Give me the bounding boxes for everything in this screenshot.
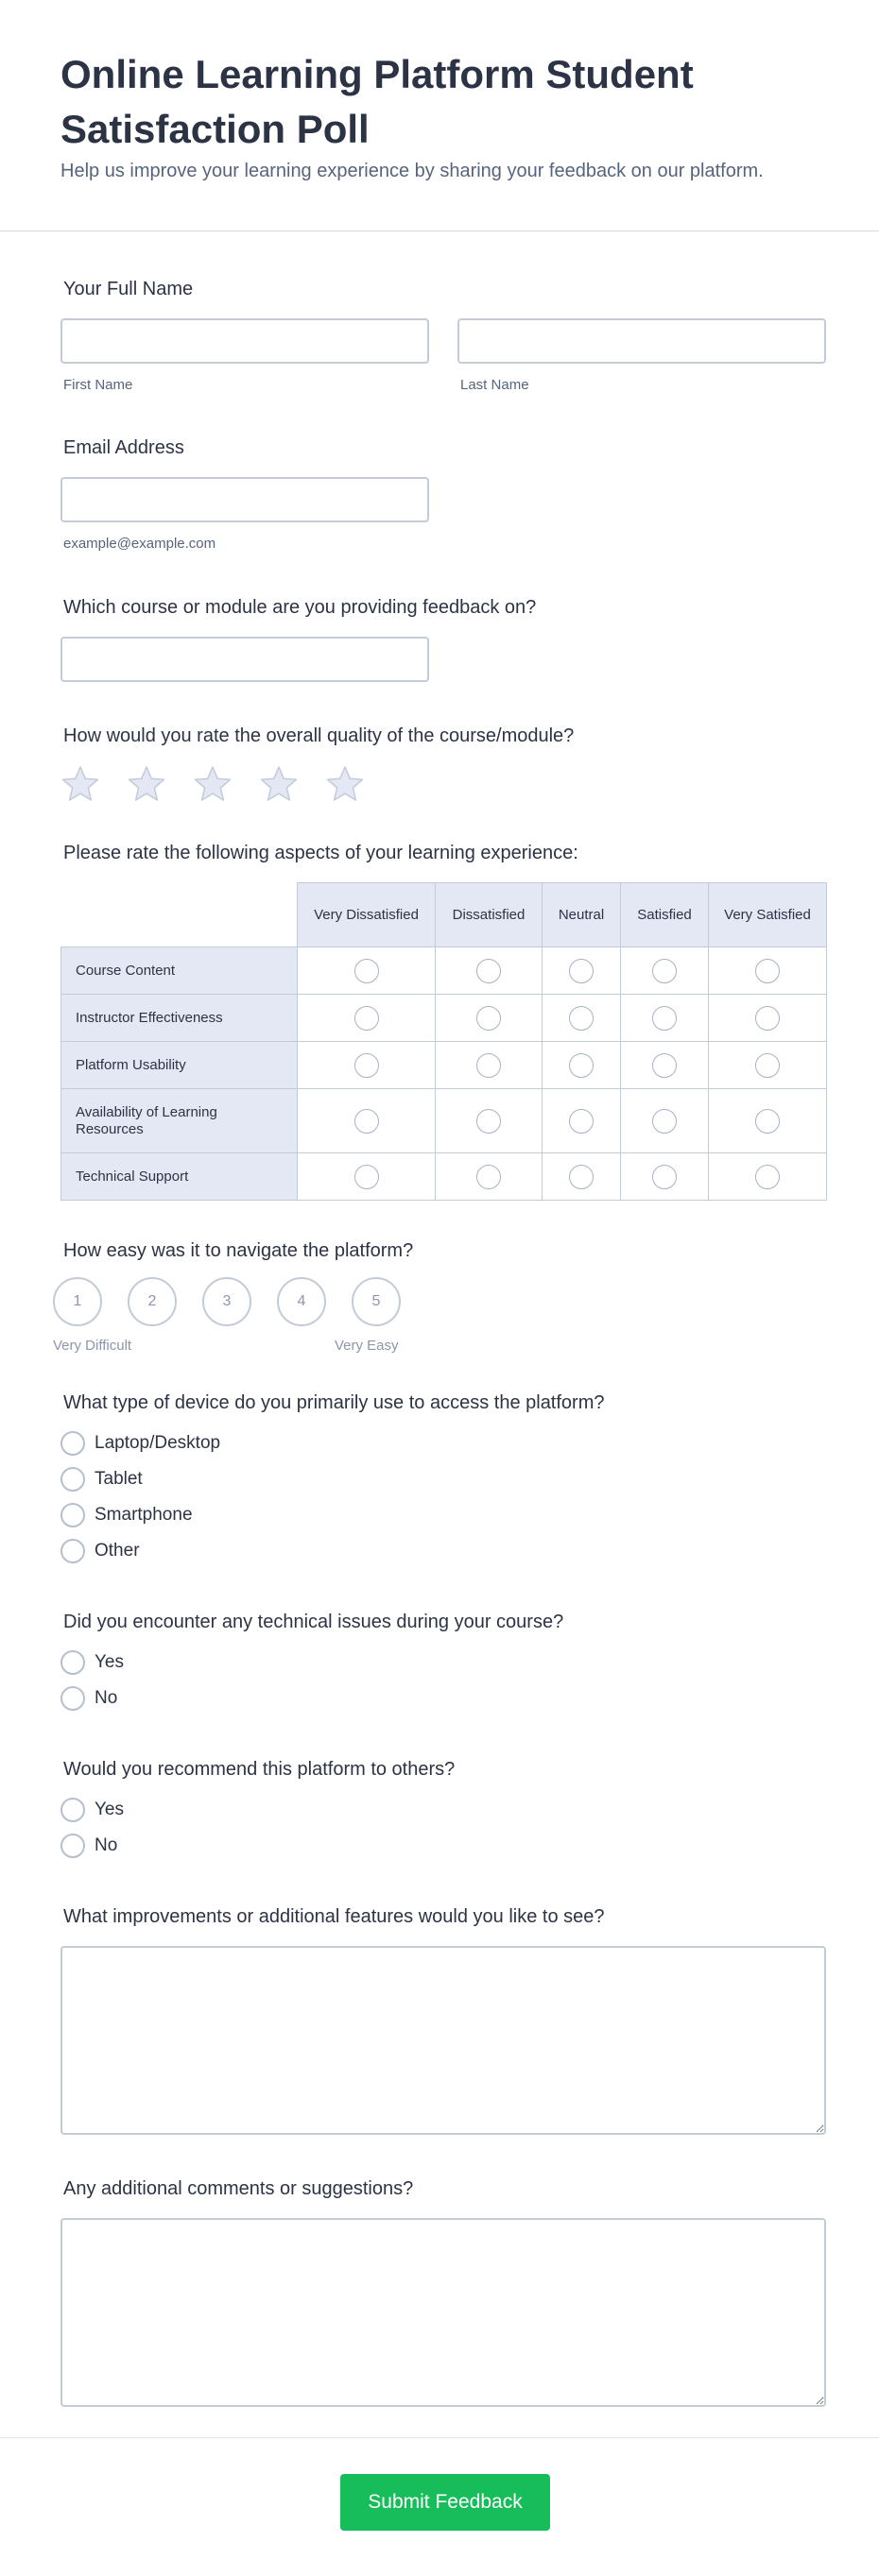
comments-textarea[interactable] [60,2218,826,2407]
first-name-input[interactable] [60,318,429,364]
matrix-cell [709,1042,827,1089]
scale-min-label: Very Difficult [53,1338,132,1354]
device-option[interactable] [60,1425,605,1461]
matrix-radio[interactable] [476,1006,501,1031]
page-subtitle: Help us improve your learning experience by sharing your feedback on our platform. [60,161,764,181]
matrix-cell [709,995,827,1042]
matrix-radio[interactable] [569,1109,594,1134]
matrix-cell [621,1089,709,1153]
matrix-radio[interactable] [354,1006,379,1031]
full-name-question [60,279,826,393]
matrix-cell [543,1153,621,1201]
matrix-cell [298,1042,436,1089]
matrix-column-header: Neutral [543,883,621,947]
star-icon[interactable] [60,764,100,804]
matrix-cell [543,1089,621,1153]
scale-option-4[interactable]: 4 [277,1277,326,1326]
radio-button[interactable] [60,1798,85,1822]
matrix-radio[interactable] [569,1165,594,1189]
matrix-row-label: Platform Usability [61,1042,298,1089]
recommend-option-label: No [95,1835,118,1855]
rating-label: How would you rate the overall quality of the course/module? [63,725,575,746]
radio-button[interactable] [60,1686,85,1711]
matrix-radio[interactable] [476,1109,501,1134]
matrix-radio[interactable] [569,1006,594,1031]
matrix-row-label: Technical Support [61,1153,298,1201]
course-label: Which course or module are you providing feedback on? [63,597,537,618]
device-options [60,1425,605,1569]
matrix-row-label: Availability of Learning Resources [61,1089,298,1153]
scale-max-label: Very Easy [335,1338,399,1354]
matrix-corner [61,883,298,947]
device-option-label: Other [95,1541,140,1561]
matrix-radio[interactable] [755,1109,780,1134]
matrix-column-header: Very Dissatisfied [298,883,436,947]
radio-button[interactable] [60,1539,85,1563]
last-name-sublabel: Last Name [460,377,529,393]
recommend-label: Would you recommend this platform to others? [63,1759,456,1780]
matrix-row-label: Course Content [61,947,298,995]
matrix-row [61,1089,827,1153]
star-rating [60,764,574,804]
issues-option-label: Yes [95,1652,124,1672]
ease-scale [53,1277,413,1326]
last-name-input[interactable] [457,318,826,364]
matrix-cell [709,947,827,995]
issues-option-label: No [95,1688,118,1708]
email-input[interactable] [60,477,429,522]
device-option-label: Laptop/Desktop [95,1433,221,1453]
navigation-label: How easy was it to navigate the platform? [63,1240,414,1261]
issues-option[interactable] [60,1680,563,1716]
matrix-cell [436,1042,543,1089]
matrix-column-header: Very Satisfied [709,883,827,947]
improvements-textarea[interactable] [60,1946,826,2135]
submit-button[interactable]: Submit Feedback [340,2474,550,2531]
matrix-cell [709,1089,827,1153]
device-option[interactable] [60,1461,605,1497]
comments-question [60,2178,826,2407]
issues-options [60,1645,563,1716]
issues-option[interactable] [60,1645,563,1680]
matrix-cell [436,995,543,1042]
matrix-label: Please rate the following aspects of your learning experience: [63,843,578,863]
star-icon[interactable] [193,764,233,804]
email-label: Email Address [63,437,184,458]
course-question [60,597,536,682]
matrix-radio[interactable] [476,959,501,983]
rating-matrix [60,882,827,1201]
radio-button[interactable] [60,1834,85,1858]
matrix-radio[interactable] [652,1006,677,1031]
matrix-cell [298,995,436,1042]
matrix-cell [709,1153,827,1201]
matrix-row [61,1153,827,1201]
matrix-radio[interactable] [652,1053,677,1078]
matrix-radio[interactable] [652,959,677,983]
matrix-radio[interactable] [652,1109,677,1134]
matrix-radio[interactable] [476,1053,501,1078]
matrix-cell [436,1153,543,1201]
form-footer [0,2437,879,2576]
matrix-radio[interactable] [569,1053,594,1078]
radio-button[interactable] [60,1467,85,1492]
course-input[interactable] [60,637,429,682]
scale-option-5[interactable]: 5 [352,1277,401,1326]
matrix-row [61,995,827,1042]
matrix-radio[interactable] [354,959,379,983]
device-option-label: Smartphone [95,1505,193,1525]
device-option-label: Tablet [95,1469,143,1489]
matrix-radio[interactable] [354,1109,379,1134]
matrix-cell [621,1042,709,1089]
matrix-radio[interactable] [755,1165,780,1189]
navigation-question [53,1240,414,1356]
radio-button[interactable] [60,1503,85,1527]
star-icon[interactable] [127,764,166,804]
matrix-cell [543,947,621,995]
matrix-cell [543,995,621,1042]
recommend-option-label: Yes [95,1800,124,1819]
matrix-cell [298,1089,436,1153]
matrix-radio[interactable] [652,1165,677,1189]
device-label: What type of device do you primarily use to access the platform? [63,1392,605,1413]
matrix-row [61,947,827,995]
matrix-radio[interactable] [476,1165,501,1189]
matrix-radio[interactable] [755,1006,780,1031]
recommend-option[interactable] [60,1792,455,1828]
form-header [0,0,879,231]
recommend-options [60,1792,455,1864]
matrix-radio[interactable] [354,1165,379,1189]
device-option[interactable] [60,1497,605,1533]
recommend-question [60,1759,455,1864]
device-question [60,1392,605,1569]
matrix-cell [621,1153,709,1201]
matrix-column-header: Satisfied [621,883,709,947]
scale-option-2[interactable]: 2 [128,1277,177,1326]
matrix-question [60,843,827,1201]
page-title: Online Learning Platform Student Satisfaction Poll [60,52,694,151]
matrix-cell [621,995,709,1042]
matrix-row [61,1042,827,1089]
recommend-option[interactable] [60,1828,455,1864]
matrix-cell [543,1042,621,1089]
full-name-label: Your Full Name [63,279,194,299]
matrix-radio[interactable] [354,1053,379,1078]
matrix-radio[interactable] [569,959,594,983]
matrix-cell [298,1153,436,1201]
matrix-column-header: Dissatisfied [436,883,543,947]
scale-option-3[interactable]: 3 [202,1277,251,1326]
matrix-row-label: Instructor Effectiveness [61,995,298,1042]
radio-button[interactable] [60,1650,85,1675]
rating-question [60,725,574,804]
issues-label: Did you encounter any technical issues during your course? [63,1612,564,1632]
improvements-label: What improvements or additional features would you like to see? [63,1906,605,1927]
matrix-cell [436,1089,543,1153]
matrix-cell [621,947,709,995]
scale-option-1[interactable]: 1 [53,1277,102,1326]
device-option[interactable] [60,1533,605,1569]
issues-question [60,1612,563,1716]
star-icon[interactable] [325,764,365,804]
improvements-question [60,1906,826,2135]
matrix-radio[interactable] [755,1053,780,1078]
email-question [60,437,429,552]
matrix-cell [436,947,543,995]
comments-label: Any additional comments or suggestions? [63,2178,414,2199]
radio-button[interactable] [60,1431,85,1456]
matrix-cell [298,947,436,995]
first-name-sublabel: First Name [63,377,133,393]
matrix-radio[interactable] [755,959,780,983]
star-icon[interactable] [259,764,299,804]
email-sublabel: example@example.com [63,536,216,552]
